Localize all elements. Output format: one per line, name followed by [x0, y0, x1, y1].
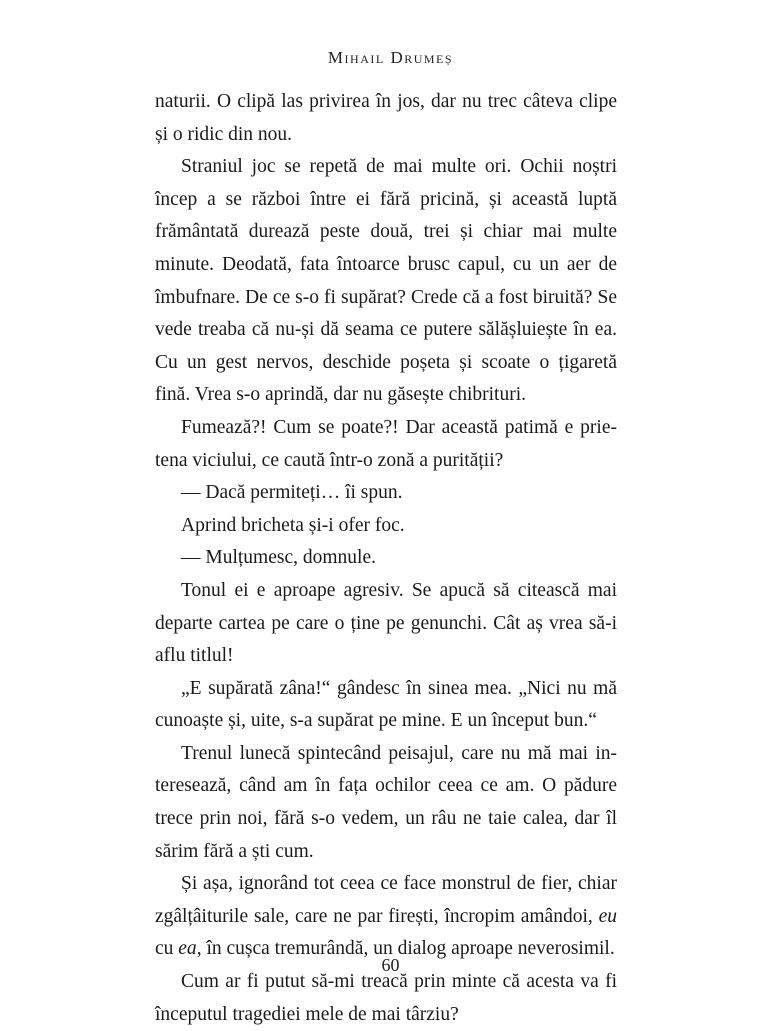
paragraph-text: cu — [155, 938, 179, 960]
dialogue-line: — Mulțumesc, domnule. — [181, 547, 376, 569]
paragraph: Cum ar fi putut să-mi treacă prin minte că acesta va fi începutul tragediei mele de mai târziu? — [155, 971, 617, 1025]
body-text — [155, 86, 617, 1031]
italic-word: eu — [598, 905, 617, 927]
paragraph: Tonul ei e aproape agresiv. Se apucă să citească mai departe cartea pe care o ține pe genunchi. Cât aș vrea să-i aflu titlul! — [155, 579, 617, 667]
paragraph: Aprind bricheta și-i ofer foc. — [181, 514, 405, 536]
paragraph: Fumează?! Cum se poate?! Dar această patimă e prietena viciului, ce caută într-o zonă a purității? — [155, 416, 617, 471]
paragraph-text: Și așa, ignorând tot ceea ce face monstrul de fier, chiar zgâlțâiturile sale, care ne par firești, încropim amândoi, — [155, 873, 617, 927]
paragraph: Trenul lunecă spintecând peisajul, care nu mă mai interesează, când am în fața ochilor ceea ce am. O pădure trece prin noi, fără s-o vedem, un râu ne taie calea, dar îl sărim fără a ști cum. — [155, 742, 617, 862]
italic-word: ea — [178, 938, 197, 960]
running-head: Mihail Drumeș — [327, 48, 454, 67]
paragraph: Straniul joc se repetă de mai multe ori. Ochii noștri încep a se război între ei fără pricină, și această luptă frământată durează peste două, trei și chiar mai multe minute. Deodată, fata întoarce brusc capul, cu un aer de îmbufnare. De ce s-o fi supărat? Crede că a fost biruită? Se vede treaba că nu-și dă seama ce putere sălășluiește în ea. Cu un gest nervos, deschide poșeta și scoate o țigaretă fină. Vrea s-o aprindă, dar nu găsește chibrituri. — [155, 156, 617, 406]
paragraph — [155, 868, 617, 966]
paragraph-text: , în cușca tremurândă, un dialog aproape neverosimil. — [196, 938, 615, 960]
dialogue-line: — Dacă permiteți… îi spun. — [181, 482, 403, 504]
paragraph: naturii. O clipă las privirea în jos, dar nu trec câteva clipe și o ridic din nou. — [155, 91, 617, 145]
paragraph: „E supărată zâna!“ gândesc în sinea mea. „Nici nu mă cunoaște și, uite, s-a supărat pe mine. E un început bun.“ — [155, 677, 617, 732]
page-number: 60 — [381, 955, 400, 975]
